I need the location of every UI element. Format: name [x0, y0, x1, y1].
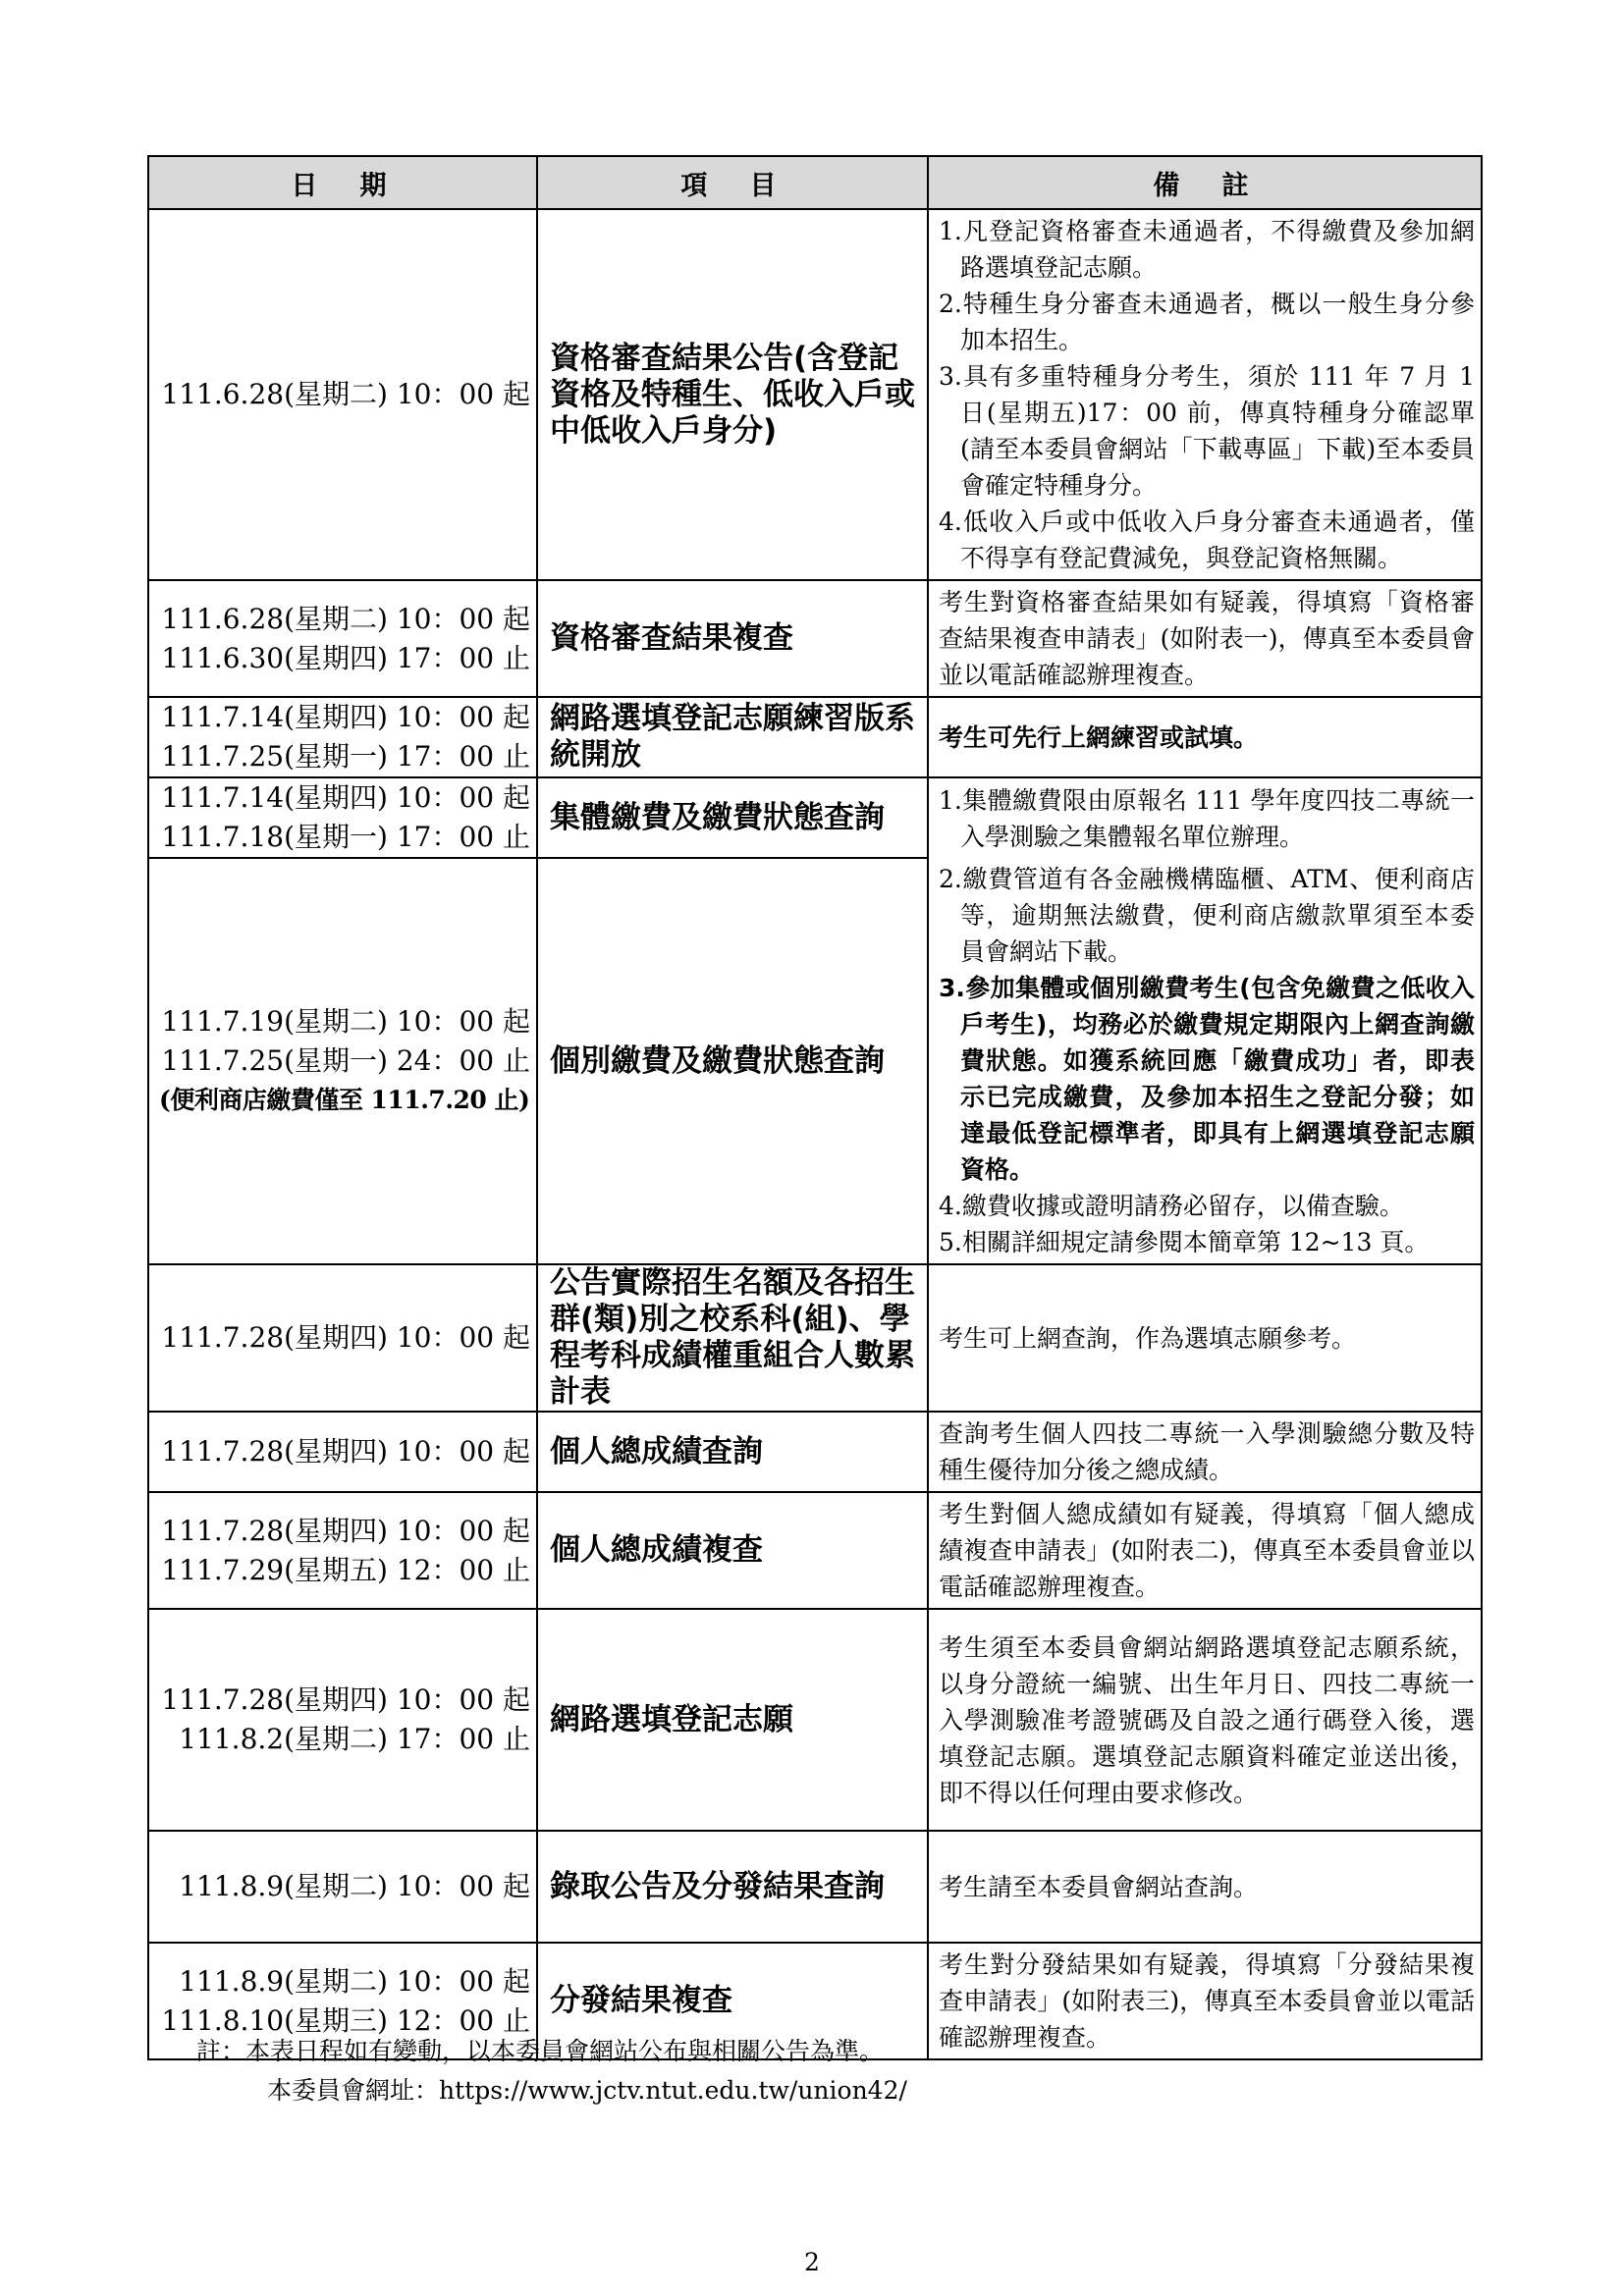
date-line: 111.7.29(星期五) 12：00 止 — [161, 1553, 530, 1586]
date-cell — [148, 858, 537, 1264]
item-cell: 資格審查結果公告(含登記資格及特種生、低收入戶或中低收入戶身分) — [537, 209, 928, 580]
note-cell — [928, 697, 1482, 777]
item-cell: 資格審查結果複查 — [537, 580, 928, 697]
date-line: 111.7.28(星期四) 10：00 起 — [161, 1514, 530, 1547]
note-line: 1.凡登記資格審查未通過者，不得繳費及參加網路選填登記志願。 — [939, 217, 1475, 282]
date-cell — [148, 1264, 537, 1412]
date-line: 111.6.30(星期四) 17：00 止 — [161, 641, 530, 674]
note-cell — [928, 1943, 1482, 2059]
note-cell — [928, 1412, 1482, 1492]
note-line: 考生對分發結果如有疑義，得填寫「分發結果複查申請表」(如附表三)，傳真至本委員會並以電話確認辦理複查。 — [939, 1950, 1475, 2052]
date-cell — [148, 580, 537, 697]
table-row — [148, 209, 1482, 580]
footer-note-line: 註：本表日程如有變動，以本委員會網站公布與相關公告為準。 — [196, 2037, 885, 2065]
schedule-table — [147, 155, 1483, 2060]
date-line: 111.8.2(星期二) 17：00 止 — [179, 1723, 530, 1755]
table-row — [148, 1412, 1482, 1492]
date-cell — [148, 1831, 537, 1943]
date-line: 111.7.14(星期四) 10：00 起 — [161, 701, 530, 733]
note-cell — [928, 1831, 1482, 1943]
item-cell: 個人總成績複查 — [537, 1492, 928, 1609]
note-line: 考生請至本委員會網站查詢。 — [939, 1872, 1259, 1901]
item-cell: 網路選填登記志願 — [537, 1609, 928, 1831]
date-line: 111.7.19(星期二) 10：00 起 — [161, 1005, 530, 1038]
table-row — [148, 1831, 1482, 1943]
header-note: 備 註 — [928, 156, 1482, 209]
note-line-bold: 3.參加集體或個別繳費考生(包含免繳費之低收入戶考生)，均務必於繳費規定期限內上網查詢繳費狀態。如獲系統回應「繳費成功」者，即表示已完成繳費，及參加本招生之登記分發；如達最低登記標準者，即具有上網選填登記志願資格。 — [939, 974, 1475, 1184]
date-line: 111.7.25(星期一) 17：00 止 — [161, 740, 530, 773]
note-cell — [928, 1264, 1482, 1412]
table-row — [148, 697, 1482, 777]
page-number: 2 — [804, 2248, 820, 2276]
date-line: 111.6.28(星期二) 10：00 起 — [161, 378, 530, 410]
date-cell — [148, 697, 537, 777]
note-line: 3.具有多重特種身分考生，須於 111 年 7 月 1 日(星期五)17：00 前，傳真特種身分確認單(請至本委員會網站「下載專區」下載)至本委員會確定特種身分。 — [939, 362, 1475, 500]
date-line: 111.7.28(星期四) 10：00 起 — [161, 1321, 530, 1354]
table-header-row — [148, 156, 1482, 209]
date-cell — [148, 1609, 537, 1831]
table-row — [148, 858, 1482, 1264]
date-line: 111.8.9(星期二) 10：00 起 — [179, 1870, 530, 1902]
note-cell — [928, 1609, 1482, 1831]
note-line: 4.繳費收據或證明請務必留存，以備查驗。 — [939, 1192, 1404, 1220]
item-cell: 集體繳費及繳費狀態查詢 — [537, 777, 928, 858]
item-cell: 個人總成績查詢 — [537, 1412, 928, 1492]
header-date: 日 期 — [148, 156, 537, 209]
item-cell: 錄取公告及分發結果查詢 — [537, 1831, 928, 1943]
note-cell — [928, 209, 1482, 580]
date-cell — [148, 1492, 537, 1609]
table-row — [148, 1264, 1482, 1412]
date-line: 111.6.28(星期二) 10：00 起 — [161, 602, 530, 635]
item-cell: 網路選填登記志願練習版系統開放 — [537, 697, 928, 777]
note-line: 5.相關詳細規定請參閱本簡章第 12~13 頁。 — [939, 1228, 1430, 1256]
date-line: 111.7.14(星期四) 10：00 起 — [161, 781, 530, 814]
note-line: 考生可先行上網練習或試填。 — [939, 722, 1259, 752]
note-cell — [928, 580, 1482, 697]
date-line: 111.7.18(星期一) 17：00 止 — [161, 821, 530, 853]
table-row — [148, 580, 1482, 697]
footer-website-line: 本委員會網址：https://www.jctv.ntut.edu.tw/union42/ — [267, 2076, 907, 2105]
table-row — [148, 777, 1482, 858]
footer-note — [196, 2032, 907, 2110]
note-line: 考生可上網查詢，作為選填志願參考。 — [939, 1323, 1357, 1353]
item-cell: 公告實際招生名額及各招生群(類)別之校系科(組)、學程考科成績權重組合人數累計表 — [537, 1264, 928, 1412]
date-line: 111.8.9(星期二) 10：00 起 — [179, 1964, 530, 1998]
table-row — [148, 1609, 1482, 1831]
note-line: 考生須至本委員會網站網路選填登記志願系統，以身分證統一編號、出生年月日、四技二專統一入學測驗准考證號碼及自設之通行碼登入後，選填登記志願。選填登記志願資料確定並送出後，即不得以任何理由要求修改。 — [939, 1632, 1475, 1807]
note-cell — [928, 858, 1482, 1264]
date-line: 111.7.28(星期四) 10：00 起 — [161, 1683, 530, 1716]
date-line: 111.7.25(星期一) 24：00 止 — [161, 1044, 530, 1077]
item-cell: 個別繳費及繳費狀態查詢 — [537, 858, 928, 1264]
date-cell — [148, 209, 537, 580]
date-line: 111.7.28(星期四) 10：00 起 — [161, 1435, 530, 1468]
date-cell — [148, 1412, 537, 1492]
note-line: 考生對資格審查結果如有疑義，得填寫「資格審查結果複查申請表」(如附表一)，傳真至本委員會並以電話確認辦理複查。 — [939, 588, 1475, 689]
date-line: 111.8.10(星期三) 12：00 止 — [161, 2003, 530, 2037]
note-line: 2.繳費管道有各金融機構臨櫃、ATM、便利商店等，逾期無法繳費，便利商店繳款單須至本委員會網站下載。 — [939, 865, 1475, 966]
table-row — [148, 1492, 1482, 1609]
note-line: 考生對個人總成績如有疑義，得填寫「個人總成績複查申請表」(如附表二)，傳真至本委員會並以電話確認辦理複查。 — [939, 1500, 1475, 1601]
header-item: 項 目 — [537, 156, 928, 209]
item-cell: 分發結果複查 — [537, 1943, 928, 2059]
note-line: 2.特種生身分審查未通過者，概以一般生身分參加本招生。 — [939, 290, 1475, 354]
note-line: 4.低收入戶或中低收入戶身分審查未通過者，僅不得享有登記費減免，與登記資格無關。 — [939, 507, 1475, 572]
date-note: (便利商店繳費僅至 111.7.20 止) — [159, 1086, 530, 1114]
note-cell — [928, 777, 1482, 858]
date-cell — [148, 777, 537, 858]
note-line: 1.集體繳費限由原報名 111 學年度四技二專統一入學測驗之集體報名單位辦理。 — [939, 785, 1475, 851]
note-cell — [928, 1492, 1482, 1609]
note-line: 查詢考生個人四技二專統一入學測驗總分數及特種生優待加分後之總成績。 — [939, 1419, 1475, 1484]
